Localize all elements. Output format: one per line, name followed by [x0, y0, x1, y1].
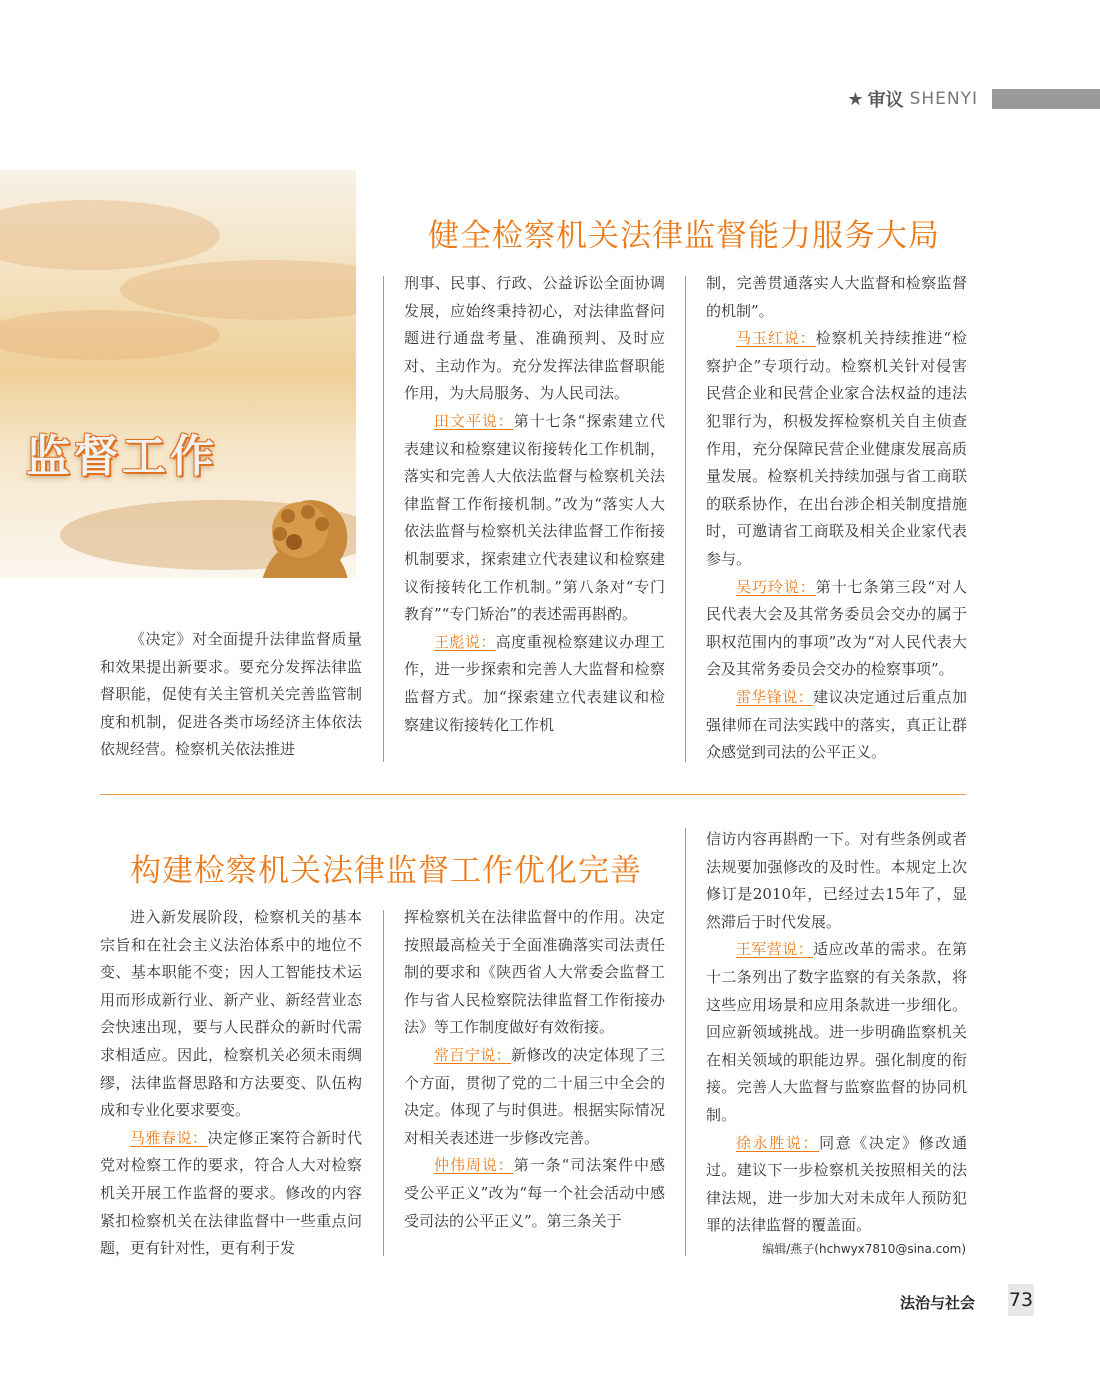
speaker-name: 马雅春说：	[130, 1128, 208, 1147]
article1-intro: 《决定》对全面提升法律监督质量和效果提出新要求。要充分发挥法律监督职能，促使有关主管机关完善监管制度和机制，促进各类市场经济主体依法依规经营。检察机关依法推进	[100, 630, 362, 759]
comment-text: 第十七条第三段“对人民代表大会及其常务委员会交办的属于职权范围内的事项”改为“对人民代表大会及其常务委员会交办的检察事项”。	[706, 577, 967, 679]
article1-column2	[404, 270, 665, 739]
comment-continued: 制，完善贯通落实人大监督和检察监督的机制”。	[706, 274, 967, 320]
comment-paragraph	[404, 1152, 665, 1235]
article1-title: 健全检察机关法律监督能力服务大局	[428, 218, 940, 254]
article1-column1	[100, 626, 362, 764]
magazine-name: 法治与社会	[900, 1294, 976, 1312]
comment-paragraph	[404, 629, 665, 739]
column-divider	[685, 828, 686, 1256]
speaker-name: 徐永胜说：	[736, 1133, 820, 1152]
article2-intro: 进入新发展阶段，检察机关的基本宗旨和在社会主义法治体系中的地位不变、基本职能不变；因人工智能技术运用而形成新行业、新产业、新经营业态会快速出现，要与人民群众的新时代需求相适应。因此，检察机关必须未雨绸缪，法律监督思路和方法要变、队伍构成和专业化要求要变。	[100, 908, 362, 1120]
comment-text: 建议决定通过后重点加强律师在司法实践中的落实，真正让群众感觉到司法的公平正义。	[706, 687, 967, 762]
article2-column3	[706, 826, 967, 1240]
comment-paragraph	[706, 684, 967, 767]
comment-text: 决定修正案符合新时代党对检察工作的要求，符合人大对检察机关开展工作监督的要求。修改的内容紧扣检察机关在法律监督中一些重点问题，更有针对性，更有利于发	[100, 1128, 362, 1258]
speaker-name: 吴巧玲说：	[736, 577, 816, 596]
header-bar	[992, 89, 1100, 109]
star-icon: ★	[847, 88, 864, 110]
section-name: 审议	[867, 90, 904, 111]
editor-credit: 编辑/燕子(hchwyx7810@sina.com)	[762, 1242, 966, 1256]
hero-title: 监督工作	[26, 431, 218, 482]
comment-text: 第十七条“探索建立代表建议和检察建议衔接转化工作机制，落实和完善人大依法监督与检察机关法律监督工作衔接机制。”改为“落实人大依法监督与检察机关法律监督工作衔接机制要求，探索建立代表建议和检察建议衔接转化工作机制。”第八条对“专门教育”“专门矫治”的表述需再斟酌。	[404, 411, 665, 624]
comment-paragraph	[706, 574, 967, 684]
comment-text: 适应改革的需求。在第十二条列出了数字监察的有关条款，将这些应用场景和应用条款进一步细化。回应新领域挑战。进一步明确监察机关在相关领域的职能边界。强化制度的衔接。完善人大监督与监察监督的协同机制。	[706, 940, 967, 1124]
comment-continued: 挥检察机关在法律监督中的作用。决定按照最高检关于全面准确落实司法责任制的要求和《陕西省人大常委会监督工作与省人民检察院法律监督工作衔接办法》等工作制度做好有效衔接。	[404, 908, 665, 1037]
speaker-name: 马玉红说：	[736, 329, 816, 348]
column-divider	[685, 276, 686, 762]
section-header	[847, 88, 1100, 110]
comment-paragraph	[100, 1125, 362, 1263]
section-name-en: SHENYI	[909, 89, 978, 109]
article1-intro-continued: 刑事、民事、行政、公益诉讼全面协调发展，应始终秉持初心，对法律监督问题进行通盘考量、准确预判、及时应对、主动作为。充分发挥法律监督职能作用，为大局服务、为人民司法。	[404, 274, 665, 403]
hero-image	[0, 170, 356, 578]
comment-paragraph	[404, 408, 665, 629]
comment-paragraph	[404, 1042, 665, 1152]
column-divider	[383, 910, 384, 1256]
article2-title: 构建检察机关法律监督工作优化完善	[130, 853, 642, 889]
speaker-name: 常百宁说：	[434, 1045, 512, 1064]
article1-column3	[706, 270, 967, 767]
comment-paragraph	[706, 936, 967, 1129]
stone-lion-icon	[238, 486, 356, 578]
comment-text: 高度重视检察建议办理工作，进一步探索和完善人大监督和检察监督方式。加“探索建立代表建议和检察建议衔接转化工作机	[404, 632, 665, 734]
comment-continued: 信访内容再斟酌一下。对有些条例或者法规要加强修改的及时性。本规定上次修订是2010年，已经过去15年了，显然滞后于时代发展。	[706, 830, 967, 931]
comment-text: 新修改的决定体现了三个方面，贯彻了党的二十届三中全会的决定。体现了与时俱进。根据实际情况对相关表述进一步修改完善。	[404, 1045, 665, 1147]
speaker-name: 仲伟周说：	[434, 1156, 514, 1175]
section-divider	[100, 794, 966, 795]
article2-column2	[404, 904, 665, 1235]
comment-text: 第一条“司法案件中感受公平正义”改为“每一个社会活动中感受司法的公平正义”。第三条关于	[404, 1156, 665, 1230]
page-number: 73	[1008, 1284, 1034, 1316]
comment-paragraph	[706, 325, 967, 573]
column-divider	[383, 276, 384, 762]
article2-column1	[100, 904, 362, 1263]
speaker-name: 王彪说：	[434, 632, 496, 651]
speaker-name: 雷华锋说：	[736, 687, 814, 706]
speaker-name: 王军营说：	[736, 940, 814, 959]
comment-paragraph	[706, 1130, 967, 1240]
speaker-name: 田文平说：	[434, 411, 514, 430]
comment-text: 检察机关持续推进“检察护企”专项行动。检察机关针对侵害民营企业和民营企业家合法权益的违法犯罪行为，积极发挥检察机关自主侦查作用，充分保障民营企业健康发展高质量发展。检察机关持续加强与省工商联的联系协作，在出台涉企相关制度措施时，可邀请省工商联及相关企业家代表参与。	[706, 329, 967, 568]
comment-text: 同意《决定》修改通过。建议下一步检察机关按照相关的法律法规，进一步加大对未成年人预防犯罪的法律监督的覆盖面。	[706, 1133, 967, 1235]
